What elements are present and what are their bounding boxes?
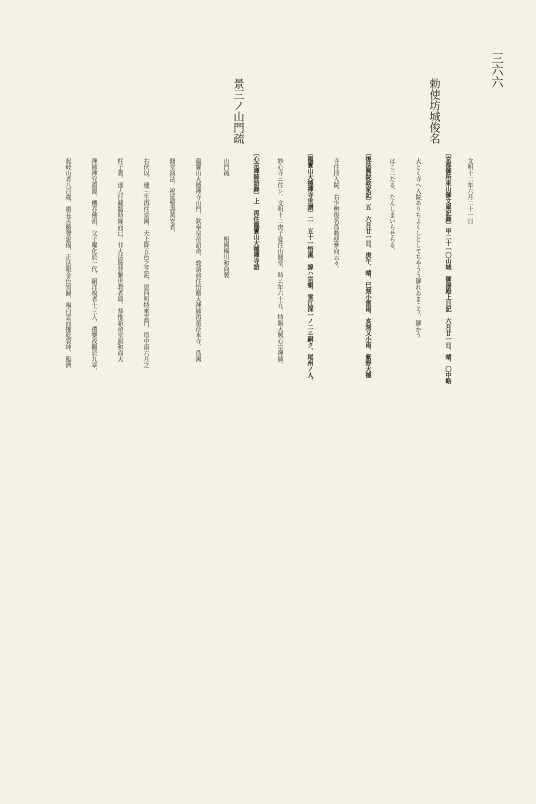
body-column-15: 起岐山者八百歲、廣長舌谿聲說偈、正法眼金色知歸、喝白雲而摧乾裂坤、臨濟 bbox=[64, 158, 71, 368]
body-column-2: 大とく寺へ入院ありちよくしとしてちやうう御れゐまこう、御かう bbox=[414, 158, 421, 338]
body-column-10: 龍寶山大德禪寺山門、欽奉皇帝詔命、敦請前住悟谿大禪師再董莅本寺、爲國 bbox=[194, 158, 201, 362]
body-column-12: 右伏以、璉三生再住京國、天上降五色之芝泥、恩四明特來雲門、塔中雨六月之 bbox=[142, 158, 149, 368]
body-column-3: はこ二たる、たんしまいらせらる、 bbox=[388, 158, 395, 254]
source-column-8: 〔心宗禪師語錄〕上 再住龍寶山大德禪寺語 bbox=[252, 150, 259, 270]
margin-note-sanmon: 景三ノ山門疏 bbox=[232, 78, 245, 144]
body-column-13: 柱子蓋、達人行藏隨時緣而已、非大法隆替繫世教者耶、恭惟新命堂頭和尙大 bbox=[116, 158, 123, 362]
body-column-5: 寺住持入院、右少辨俊名爲勅使參向云々、 bbox=[332, 158, 339, 272]
page-number: 三六六 bbox=[490, 52, 504, 88]
body-column-14: 禪師禪究淵源、機呑佛祖、父子曜化於一代、嗣洋嗅者十三人、禮樂改觀於九章、 bbox=[90, 158, 97, 374]
header-date-line: 文明十二年六月二十一日 bbox=[466, 158, 473, 224]
source-column-6: 〔龍寶山大德禪寺世譜〕二 五十一悟溪 諱ハ宗頓、雪江深一ノ二ニ嗣ク、尾州ノ人、 bbox=[306, 150, 313, 384]
margin-note-envoy: 勅使坊城俊名 bbox=[428, 78, 441, 144]
source-column-1: 〔京都御所東山御文庫記錄〕甲二十一〇山城 御湯殿上日記 六月廿一日、晴、〇中略 bbox=[444, 150, 451, 384]
source-column-4: 〔後法興院政家記〕五 六月廿一日、庚午、晴、巳刻小雷雨、亥刻又小雨、紫野大德 bbox=[364, 150, 371, 378]
body-column-9: 山門疏 相國橫川和尙製 bbox=[222, 158, 229, 278]
body-column-7: 妙心寺ニ住シ、文明十二庚子夏住山開堂、時ニ年六十五、特賜大興心宗禪師、 bbox=[276, 158, 283, 368]
body-column-11: 開堂演法、祝延聖壽萬安者、 bbox=[168, 158, 175, 236]
